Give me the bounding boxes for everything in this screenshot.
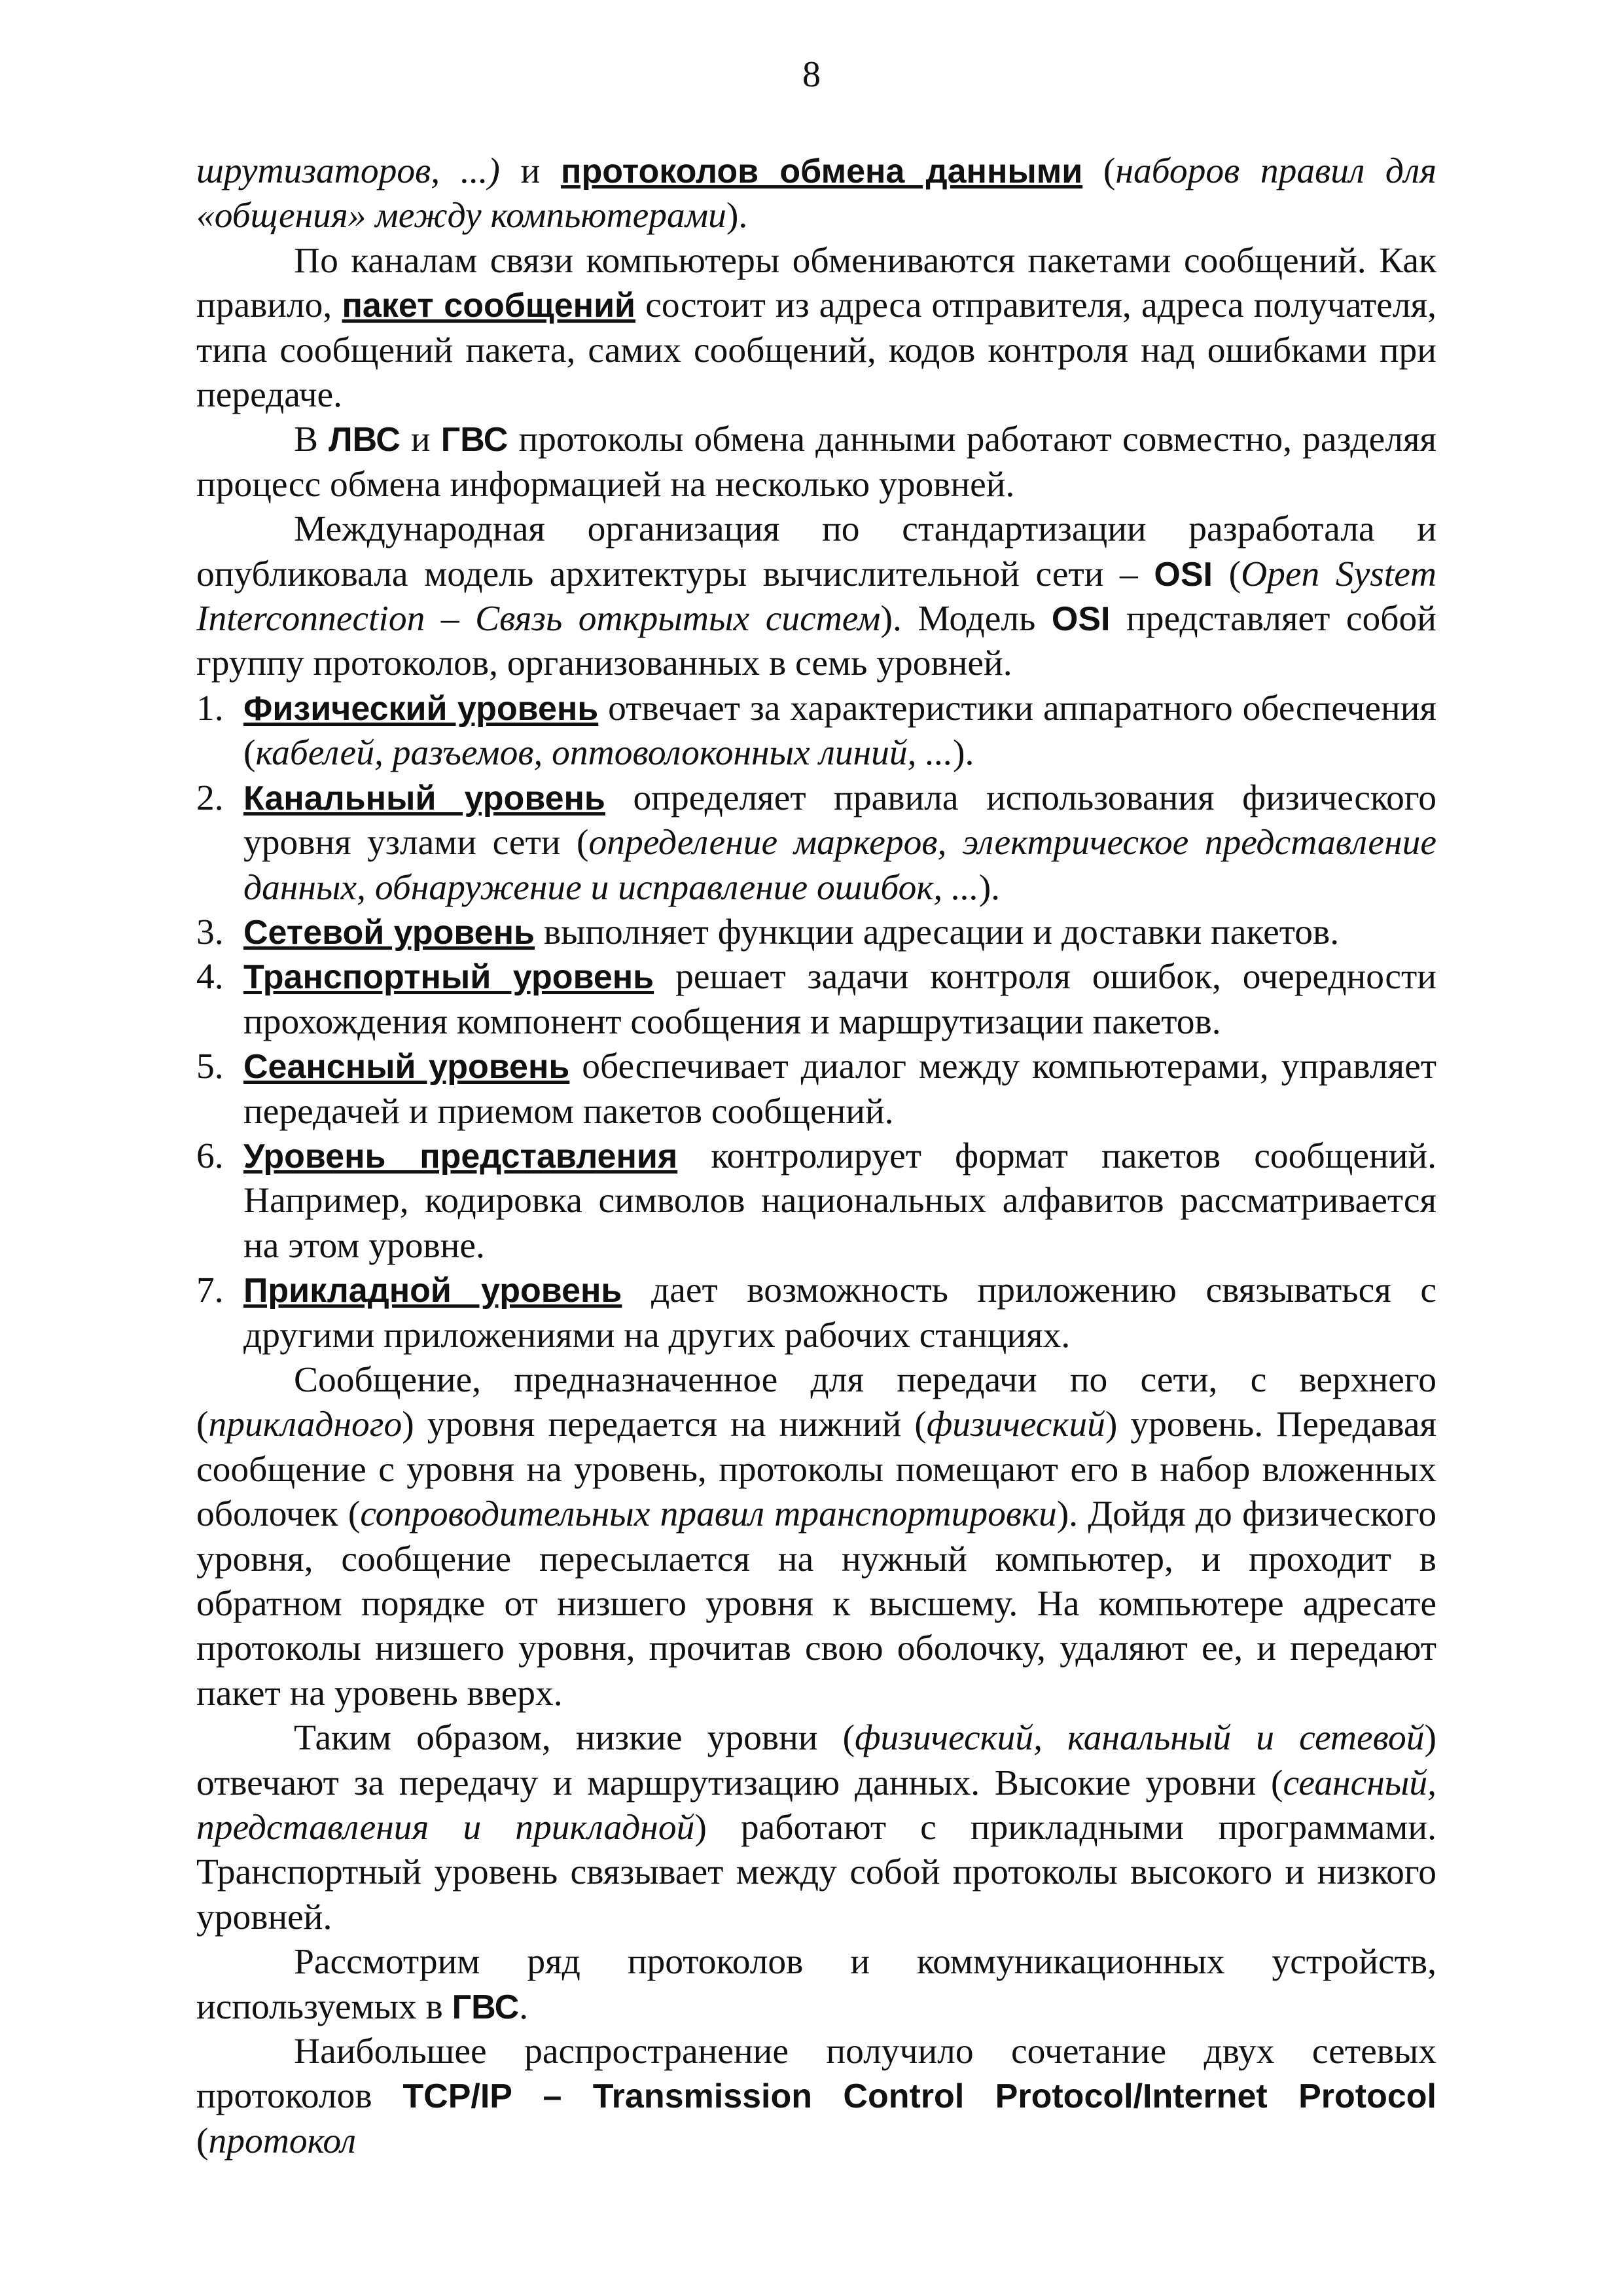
osi-levels-list [196, 687, 1436, 1358]
text: ) отвечают за передачу и маршрутизацию данных. Высокие уровни ( [196, 1718, 1436, 1803]
text: По каналам связи компьютеры обмениваются пакетами сообщений. Как правило, [196, 240, 1436, 326]
text: ). Дойдя до физического уровня, сообщение пересылается на нужный компьютер, и проходит в обратном порядке от низшего уровня к высшему. На компьютере адресате протоколы низшего уровня, прочитав свою оболочку, удаляют ее, и передают пакет на уровень вверх. [196, 1494, 1436, 1713]
list-item [196, 910, 1436, 955]
list-number: 7. [196, 1270, 224, 1311]
italic-text: сопроводительных правил транспортировки [360, 1494, 1057, 1535]
text: решает задачи контроля ошибок, очередности прохождения компонент сообщения и маршрутизации пакетов. [243, 957, 1436, 1042]
paragraph-continuation [196, 149, 1436, 239]
level-term: Уровень представления [243, 1137, 678, 1175]
italic-text: наборов правил для «общения» между компьютерами [196, 151, 1437, 236]
paragraph-level-groups [196, 1716, 1436, 1940]
page-body [196, 149, 1436, 2164]
italic-text: физический, канальный и сетевой [855, 1718, 1425, 1759]
level-term: Канальный уровень [243, 779, 605, 817]
italic-text: Open System Interconnection – Связь открытых систем [196, 554, 1437, 639]
list-item [196, 1045, 1436, 1134]
text: контролирует формат пакетов сообщений. Например, кодировка символов национальных алфавитов рассматривается на этом уровне. [243, 1136, 1436, 1266]
list-number: 4. [196, 957, 224, 997]
term-osi: OSI [1154, 555, 1213, 594]
italic-text: кабелей, разъемов, оптоволоконных линий, ... [255, 733, 953, 774]
text: ) работают с прикладными программами. Транспортный уровень связывает между собой протоколы высокого и низкого уровней. [196, 1808, 1436, 1937]
text: и [400, 420, 441, 460]
level-term: Сеансный уровень [243, 1048, 570, 1086]
italic-text: шрутизаторов, ...) [196, 151, 500, 191]
list-number: 2. [196, 778, 224, 818]
text: ). Модель [880, 599, 1052, 639]
list-number: 3. [196, 912, 224, 952]
text: ) уровня передается на нижний ( [402, 1405, 927, 1445]
list-item [196, 955, 1436, 1045]
text: ( [1212, 554, 1241, 594]
text: выполняет функции адресации и доставки пакетов. [534, 912, 1340, 952]
list-number: 5. [196, 1047, 224, 1087]
text: отвечает за характеристики аппаратного обеспечения ( [243, 688, 1436, 774]
text: Рассмотрим ряд протоколов и коммуникационных устройств, используемых в [196, 1942, 1436, 2027]
text: ( [1082, 151, 1116, 191]
text: представляет собой группу протоколов, организованных в семь уровней. [196, 599, 1436, 684]
text: состоит из адреса отправителя, адреса получателя, типа сообщений пакета, самих сообщений, кодов контроля над ошибками при передаче. [196, 285, 1436, 416]
text: ( [196, 2121, 209, 2161]
italic-text: прикладного [208, 1405, 402, 1445]
term-lan: ЛВС [329, 421, 401, 459]
term-data-exchange-protocols: протоколов обмена данными [561, 152, 1083, 190]
paragraph-lan-wan [196, 418, 1436, 507]
text: ) уровень. Передавая сообщение с уровня на уровень, протоколы помещают его в набор вложенных оболочек ( [196, 1405, 1436, 1535]
list-number: 6. [196, 1136, 224, 1176]
page-number: 8 [802, 54, 821, 95]
paragraph-message-passing [196, 1358, 1436, 1716]
level-term: Транспортный уровень [243, 958, 654, 997]
list-item [196, 1134, 1436, 1268]
term-wan: ГВС [452, 1988, 520, 2026]
text: Международная организация по стандартизации разработала и опубликовала модель архитектуры вычислительной сети – [196, 509, 1436, 594]
text: ). [726, 196, 748, 236]
text: Таким образом, низкие уровни ( [294, 1718, 855, 1759]
list-number: 1. [196, 688, 224, 728]
paragraph-message-packets [196, 239, 1436, 418]
list-item [196, 687, 1436, 776]
term-message-packet: пакет сообщений [342, 287, 636, 325]
italic-text: протокол [208, 2121, 356, 2161]
term-osi: OSI [1051, 600, 1111, 639]
level-term: Физический уровень [243, 689, 599, 728]
level-term: Сетевой уровень [243, 913, 535, 952]
term-tcp-ip: TCP/IP – Transmission Control Protocol/Internet Protocol [402, 2077, 1437, 2116]
paragraph-wan-protocols [196, 1940, 1436, 2030]
list-item [196, 1268, 1436, 1358]
text: определяет правила использования физического уровня узлами сети ( [243, 778, 1436, 863]
text: ). [953, 733, 974, 774]
term-wan: ГВС [440, 421, 508, 459]
level-term: Прикладной уровень [243, 1272, 622, 1310]
text: В [294, 420, 329, 460]
italic-text: физический [926, 1405, 1105, 1445]
text: протоколы обмена данными работают совместно, разделяя процесс обмена информацией на несколько уровней. [196, 420, 1437, 505]
italic-text: определение маркеров, электрическое представление данных, обнаружение и исправление ошибок, ... [243, 823, 1436, 908]
list-item [196, 776, 1436, 910]
text: дает возможность приложению связываться с другими приложениями на других рабочих станциях. [243, 1270, 1436, 1355]
text: ). [978, 867, 1001, 908]
text: и [499, 151, 562, 191]
text: Сообщение, предназначенное для передачи по сети, с верхнего ( [196, 1359, 1436, 1445]
text: Наибольшее распространение получило сочетание двух сетевых протоколов [196, 2032, 1436, 2117]
italic-text: сеансный, представления и прикладной [196, 1763, 1436, 1848]
paragraph-tcp-ip [196, 2030, 1436, 2164]
paragraph-osi-model [196, 507, 1436, 687]
text: . [519, 1986, 529, 2027]
text: обеспечивает диалог между компьютерами, управляет передачей и приемом пакетов сообщений. [243, 1047, 1436, 1132]
